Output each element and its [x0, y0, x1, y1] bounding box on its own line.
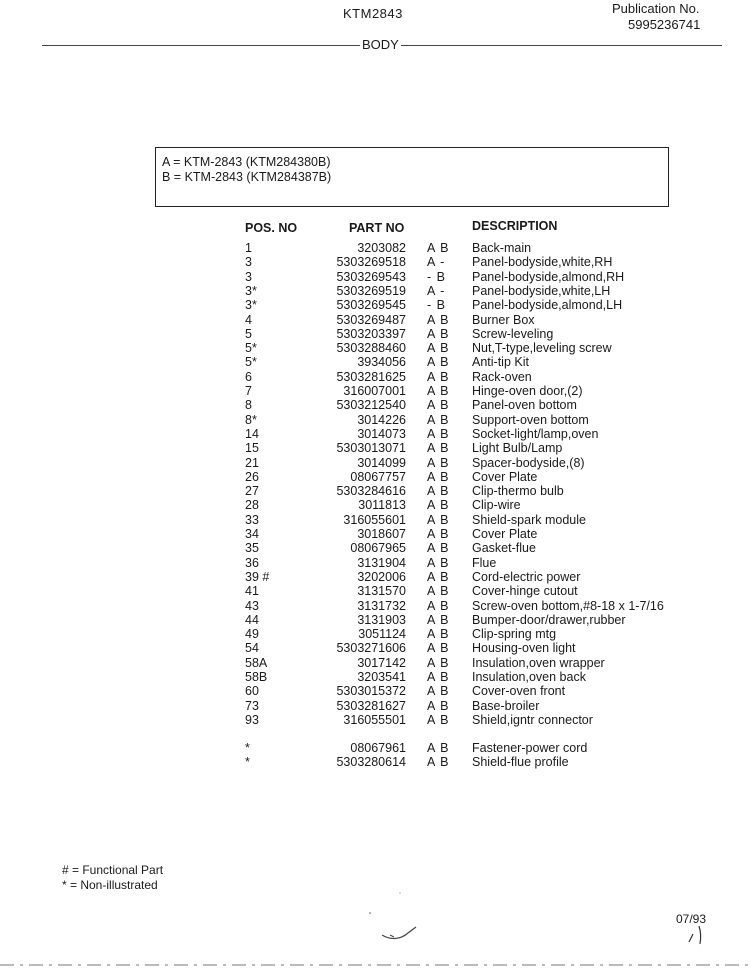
- description-cell: Hinge-oven door,(2): [472, 384, 583, 398]
- pos-cell: 7: [245, 384, 252, 398]
- pos-cell: 15: [245, 441, 259, 456]
- model-applicability-cell: A B: [427, 412, 450, 427]
- description-cell: Spacer-bodyside,(8): [472, 455, 585, 470]
- column-header-description: DESCRIPTION: [472, 219, 558, 233]
- table-row: [0, 699, 750, 713]
- description-cell: Cover Plate: [472, 469, 538, 484]
- description-cell: Light Bulb/Lamp: [472, 441, 563, 456]
- model-applicability-cell: A B: [427, 312, 450, 327]
- model-applicability-cell: A B: [427, 527, 450, 541]
- model-applicability-cell: - B: [427, 269, 446, 284]
- pos-cell: *: [245, 755, 250, 770]
- part-no-cell: 3014099: [357, 455, 406, 470]
- part-no-cell: 3934056: [357, 355, 406, 370]
- model-applicability-cell: A B: [427, 241, 450, 255]
- description-cell: Shield-flue profile: [472, 755, 569, 770]
- description-cell: Panel-oven bottom: [472, 398, 577, 413]
- pos-cell: 36: [245, 555, 259, 570]
- model-applicability-cell: A B: [427, 455, 450, 470]
- part-no-cell: 5303269487: [336, 312, 406, 327]
- column-header-part: PART NO: [349, 221, 405, 235]
- description-cell: Bumper-door/drawer,rubber: [472, 612, 626, 627]
- date-code: 07/93: [676, 912, 707, 926]
- part-no-cell: 316055601: [343, 512, 406, 527]
- table-row: [0, 613, 750, 627]
- table-row: [0, 470, 750, 484]
- part-no-cell: 5303269545: [336, 298, 406, 313]
- table-row: [0, 599, 750, 613]
- legend-line-b: B = KTM-2843 (KTM284387B): [162, 170, 332, 184]
- table-row: [0, 241, 750, 255]
- part-no-cell: 5303271606: [336, 641, 406, 656]
- model-applicability-cell: A B: [427, 569, 450, 584]
- pos-cell: 4: [245, 312, 252, 327]
- part-no-cell: 5303284616: [336, 484, 406, 499]
- part-no-cell: 5303269543: [336, 269, 406, 284]
- model-applicability-cell: A B: [427, 541, 450, 556]
- table-row: [0, 413, 750, 427]
- pos-cell: 3: [245, 255, 252, 270]
- part-no-cell: 08067961: [350, 741, 406, 755]
- table-row: [0, 713, 750, 727]
- pos-cell: 60: [245, 684, 259, 699]
- table-row: [0, 498, 750, 512]
- pos-cell: 34: [245, 527, 259, 541]
- table-row: [0, 584, 750, 598]
- description-cell: Rack-oven: [472, 369, 532, 384]
- footnote-non-illustrated: * = Non-illustrated: [62, 878, 158, 892]
- model-applicability-cell: A B: [427, 741, 450, 755]
- pos-cell: 21: [245, 455, 259, 470]
- pos-cell: 5*: [245, 341, 257, 356]
- description-cell: Socket-light/lamp,oven: [472, 426, 599, 441]
- part-no-cell: 5303013071: [336, 441, 406, 456]
- part-no-cell: 5303269518: [336, 255, 406, 270]
- description-cell: Insulation,oven wrapper: [472, 655, 605, 670]
- pos-cell: 8: [245, 398, 252, 413]
- model-applicability-cell: A B: [427, 712, 450, 727]
- part-no-cell: 5303288460: [336, 341, 406, 356]
- table-row: [0, 284, 750, 298]
- pos-cell: 27: [245, 484, 259, 499]
- description-cell: Cord-electric power: [472, 569, 581, 584]
- column-header-pos: POS. NO: [245, 221, 298, 235]
- part-no-cell: 3131570: [357, 584, 406, 599]
- description-cell: Clip-wire: [472, 498, 521, 513]
- table-row: [0, 398, 750, 412]
- part-no-cell: 316007001: [343, 384, 406, 398]
- description-cell: Flue: [472, 555, 497, 570]
- description-cell: Nut,T-type,leveling screw: [472, 341, 612, 356]
- table-row: [0, 441, 750, 455]
- model-applicability-cell: A -: [427, 283, 446, 298]
- bottom-scan-edge: [0, 963, 750, 967]
- part-no-cell: 3203541: [357, 670, 406, 684]
- description-cell: Insulation,oven back: [472, 670, 586, 684]
- table-row: [0, 327, 750, 341]
- table-row: [0, 670, 750, 684]
- model-applicability-cell: A B: [427, 398, 450, 413]
- part-no-cell: 3018607: [357, 527, 406, 541]
- model-applicability-cell: A B: [427, 512, 450, 527]
- table-row: [0, 456, 750, 470]
- part-no-cell: 5303212540: [336, 398, 406, 413]
- pos-cell: 8*: [245, 412, 257, 427]
- description-cell: Base-broiler: [472, 698, 540, 713]
- table-row: [0, 556, 750, 570]
- pos-cell: 26: [245, 469, 259, 484]
- model-applicability-cell: A B: [427, 469, 450, 484]
- model-applicability-cell: A B: [427, 670, 450, 684]
- table-row: [0, 255, 750, 269]
- pos-cell: 44: [245, 612, 259, 627]
- part-no-cell: 08067757: [350, 469, 406, 484]
- model-applicability-cell: A B: [427, 326, 450, 341]
- table-row: [0, 641, 750, 655]
- part-no-cell: 5303281625: [336, 369, 406, 384]
- pos-cell: 73: [245, 698, 259, 713]
- pos-cell: 58B: [245, 670, 268, 684]
- part-no-cell: 3011813: [358, 498, 406, 513]
- footnote-functional: # = Functional Part: [62, 863, 164, 877]
- pos-cell: 28: [245, 498, 259, 513]
- table-row: [0, 513, 750, 527]
- legend-line-a: A = KTM-2843 (KTM284380B): [162, 155, 331, 169]
- model-applicability-cell: A -: [427, 255, 446, 270]
- model-applicability-cell: A B: [427, 355, 450, 370]
- table-row: [0, 384, 750, 398]
- part-no-cell: 08067965: [350, 541, 406, 556]
- part-no-cell: 5303281627: [336, 698, 406, 713]
- description-cell: Shield,igntr connector: [472, 712, 593, 727]
- part-no-cell: 3017142: [357, 655, 406, 670]
- pos-cell: 3*: [245, 298, 257, 313]
- description-cell: Cover-hinge cutout: [472, 584, 578, 599]
- table-row: [0, 570, 750, 584]
- part-no-cell: 5303269519: [336, 283, 406, 298]
- table-row: [0, 313, 750, 327]
- part-no-cell: 3131732: [357, 598, 406, 613]
- scan-marks: [360, 885, 440, 945]
- table-row: [0, 541, 750, 555]
- description-cell: Panel-bodyside,white,RH: [472, 255, 613, 270]
- publication-label: Publication No.: [612, 1, 700, 16]
- pos-cell: 1: [245, 241, 252, 255]
- description-cell: Support-oven bottom: [472, 412, 589, 427]
- part-no-cell: 3202006: [357, 569, 406, 584]
- table-row: [0, 298, 750, 312]
- description-cell: Screw-oven bottom,#8-18 x 1-7/16: [472, 598, 664, 613]
- pos-cell: 3*: [245, 283, 257, 298]
- part-no-cell: 3014226: [357, 412, 406, 427]
- pos-cell: 93: [245, 712, 259, 727]
- description-cell: Cover-oven front: [472, 684, 566, 699]
- table-row: [0, 527, 750, 541]
- part-no-cell: 3051124: [358, 627, 406, 642]
- description-cell: Cover Plate: [472, 527, 538, 541]
- pos-cell: 58A: [245, 655, 268, 670]
- model-applicability-cell: A B: [427, 426, 450, 441]
- pos-cell: 6: [245, 369, 252, 384]
- description-cell: Panel-bodyside,almond,LH: [472, 298, 623, 313]
- part-no-cell: 5303015372: [336, 684, 406, 699]
- pos-cell: 14: [245, 426, 259, 441]
- part-no-cell: 3131904: [357, 555, 406, 570]
- pos-cell: 3: [245, 269, 252, 284]
- handwritten-mark: [685, 920, 715, 950]
- description-cell: Shield-spark module: [472, 512, 586, 527]
- model-applicability-cell: A B: [427, 484, 450, 499]
- model-applicability-cell: A B: [427, 755, 450, 770]
- pos-cell: 41: [245, 584, 259, 599]
- part-no-cell: 3203082: [357, 241, 406, 255]
- description-cell: Fastener-power cord: [472, 741, 588, 755]
- legend-box: [155, 147, 669, 207]
- pos-cell: 5*: [245, 355, 257, 370]
- description-cell: Panel-bodyside,almond,RH: [472, 269, 625, 284]
- model-applicability-cell: A B: [427, 655, 450, 670]
- description-cell: Clip-thermo bulb: [472, 484, 564, 499]
- table-row: [0, 741, 750, 755]
- table-row: [0, 484, 750, 498]
- model-applicability-cell: A B: [427, 498, 450, 513]
- description-cell: Housing-oven light: [472, 641, 576, 656]
- pos-cell: 33: [245, 512, 259, 527]
- table-row: [0, 270, 750, 284]
- model-applicability-cell: A B: [427, 584, 450, 599]
- pos-cell: 39 #: [245, 569, 270, 584]
- pos-cell: 35: [245, 541, 259, 556]
- table-row: [0, 341, 750, 355]
- pos-cell: 49: [245, 627, 259, 642]
- table-row: [0, 684, 750, 698]
- model-applicability-cell: A B: [427, 441, 450, 456]
- model-applicability-cell: A B: [427, 555, 450, 570]
- model-applicability-cell: A B: [427, 698, 450, 713]
- model-applicability-cell: A B: [427, 641, 450, 656]
- part-no-cell: 316055501: [343, 712, 406, 727]
- part-no-cell: 3131903: [357, 612, 406, 627]
- section-title: BODY: [362, 37, 399, 52]
- part-no-cell: 5303203397: [336, 326, 406, 341]
- description-cell: Burner Box: [472, 312, 535, 327]
- model-applicability-cell: A B: [427, 627, 450, 642]
- publication-number: 5995236741: [628, 17, 701, 32]
- model-applicability-cell: A B: [427, 684, 450, 699]
- part-no-cell: 5303280614: [336, 755, 406, 770]
- table-row: [0, 755, 750, 769]
- description-cell: Gasket-flue: [472, 541, 536, 556]
- table-row: [0, 355, 750, 369]
- pos-cell: 54: [245, 641, 259, 656]
- table-row: [0, 370, 750, 384]
- model-applicability-cell: A B: [427, 341, 450, 356]
- table-row: [0, 656, 750, 670]
- description-cell: Clip-spring mtg: [472, 627, 557, 642]
- model-applicability-cell: A B: [427, 612, 450, 627]
- table-row: [0, 427, 750, 441]
- pos-cell: *: [245, 741, 250, 755]
- part-no-cell: 3014073: [357, 426, 406, 441]
- pos-cell: 43: [245, 598, 259, 613]
- description-cell: Anti-tip Kit: [472, 355, 529, 370]
- model-applicability-cell: A B: [427, 384, 450, 398]
- description-cell: Screw-leveling: [472, 326, 554, 341]
- model-applicability-cell: - B: [427, 298, 446, 313]
- pos-cell: 5: [245, 326, 252, 341]
- model-applicability-cell: A B: [427, 369, 450, 384]
- table-row: [0, 627, 750, 641]
- description-cell: Panel-bodyside,white,LH: [472, 283, 611, 298]
- model-number: KTM2843: [343, 6, 403, 21]
- model-applicability-cell: A B: [427, 598, 450, 613]
- description-cell: Back-main: [472, 241, 532, 255]
